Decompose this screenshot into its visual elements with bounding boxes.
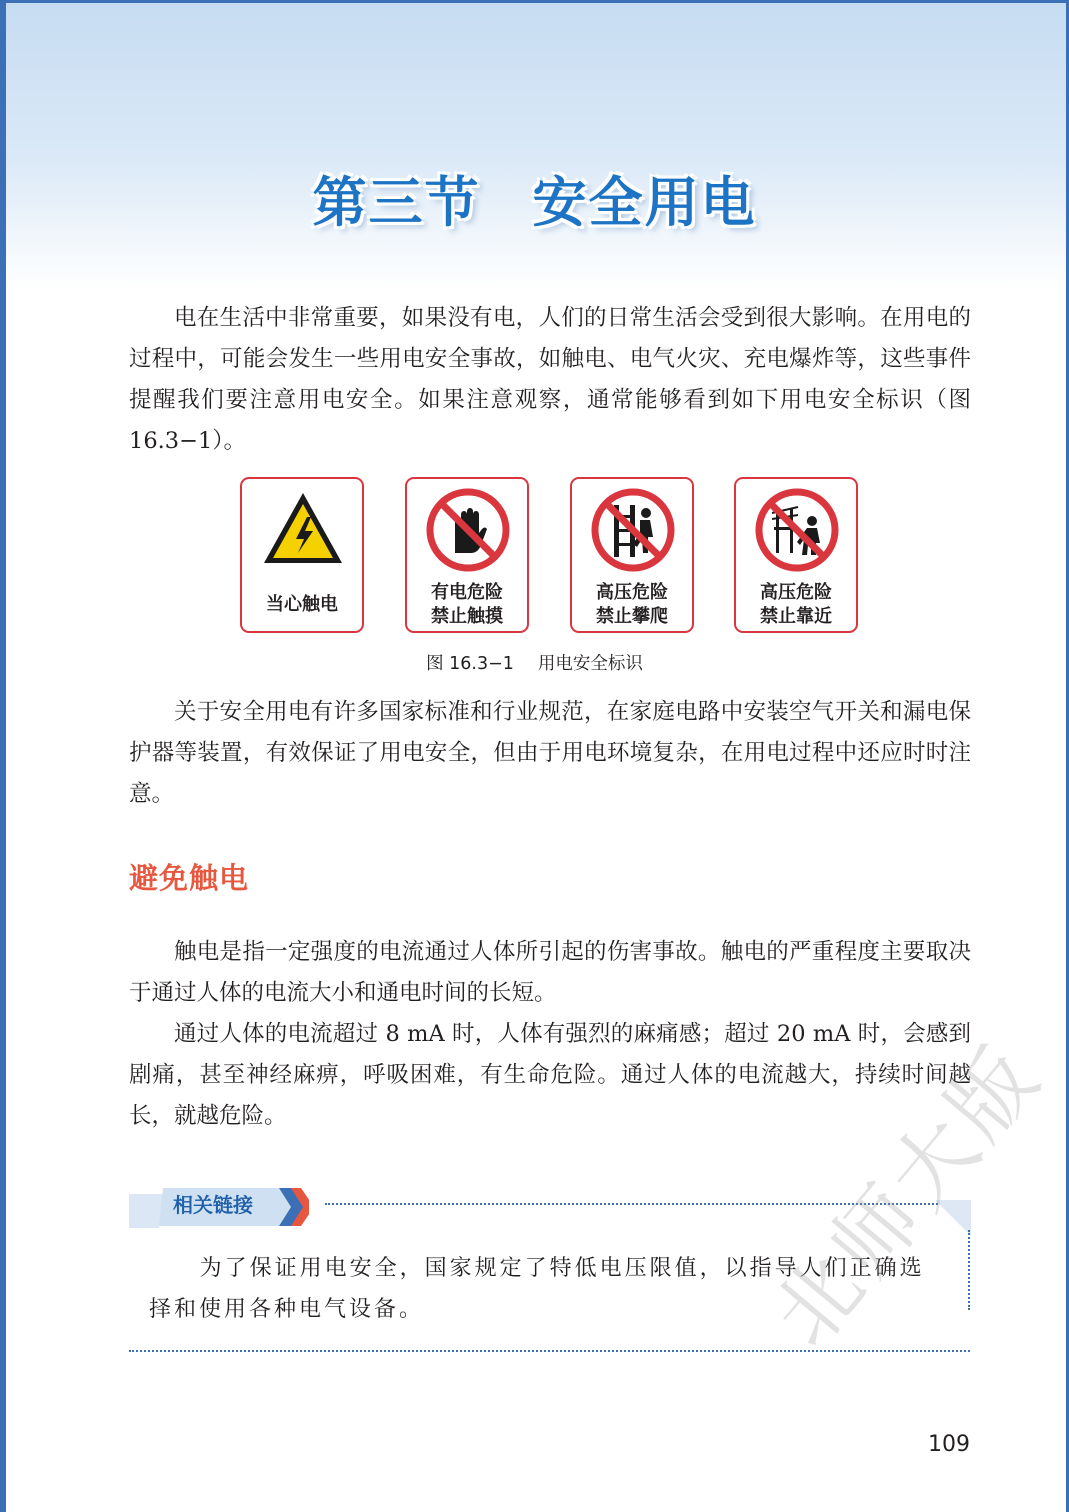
section-heading: 避免触电 <box>129 861 250 895</box>
related-link-right-border <box>968 1230 970 1310</box>
header-band <box>0 0 1069 290</box>
sign-label-line2: 禁止触摸 <box>431 606 503 627</box>
sign-card-no-approach <box>734 477 858 633</box>
page-title <box>0 160 1069 237</box>
sign-card-no-climbing <box>570 477 694 633</box>
page-number: 109 <box>928 1432 970 1457</box>
sign-card-electric-shock <box>240 477 364 633</box>
sign-card-no-touch <box>405 477 529 633</box>
related-link-label: 相关链接 <box>173 1193 253 1217</box>
figure-caption-number: 图 16.3−1 <box>426 654 514 674</box>
sign-label-line1: 高压危险 <box>760 582 832 603</box>
section-number: 第三节 <box>312 171 481 234</box>
sign-label-line1: 当心触电 <box>266 594 338 615</box>
sign-label-line2: 禁止靠近 <box>760 606 832 627</box>
no-climbing-icon <box>590 487 676 573</box>
paragraph-4: 通过人体的电流超过 8 mA 时，人体有强烈的麻痛感；超过 20 mA 时，会感到剧痛，甚至神经麻痹，呼吸困难，有生命危险。通过人体的电流越大，持续时间越长，就越危险。 <box>129 1021 971 1129</box>
safety-signs-figure <box>240 477 860 635</box>
no-approach-icon <box>754 487 840 573</box>
sign-label-line1: 高压危险 <box>596 582 668 603</box>
intro-paragraph: 电在生活中非常重要，如果没有电，人们的日常生活会受到很大影响。在用电的过程中，可能会发生一些用电安全事故，如触电、电气火灾、充电爆炸等，这些事件提醒我们要注意用电安全。如果注意观察，通常能够看到如下用电安全标识（图 16.3−1）。 <box>129 305 971 454</box>
related-link-text: 为了保证用电安全，国家规定了特低电压限值，以指导人们正确选择和使用各种电气设备。 <box>149 1256 925 1322</box>
publisher-watermark: 北师大版 <box>753 1025 1061 1365</box>
sign-label-line2: 禁止攀爬 <box>596 606 668 627</box>
figure-caption-text: 用电安全标识 <box>537 654 643 674</box>
high-voltage-warning-icon <box>260 487 346 573</box>
paragraph-3: 触电是指一定强度的电流通过人体所引起的伤害事故。触电的严重程度主要取决于通过人体的电流大小和通电时间的长短。 <box>129 939 971 1006</box>
no-touch-icon <box>425 487 511 573</box>
figure-caption <box>0 650 1069 675</box>
paragraph-2: 关于安全用电有许多国家标准和行业规范，在家庭电路中安装空气开关和漏电保护器等装置，有效保证了用电安全，但由于用电环境复杂，在用电过程中还应时时注意。 <box>129 699 971 807</box>
section-title: 安全用电 <box>532 171 757 234</box>
sign-label-line1: 有电危险 <box>431 582 503 603</box>
